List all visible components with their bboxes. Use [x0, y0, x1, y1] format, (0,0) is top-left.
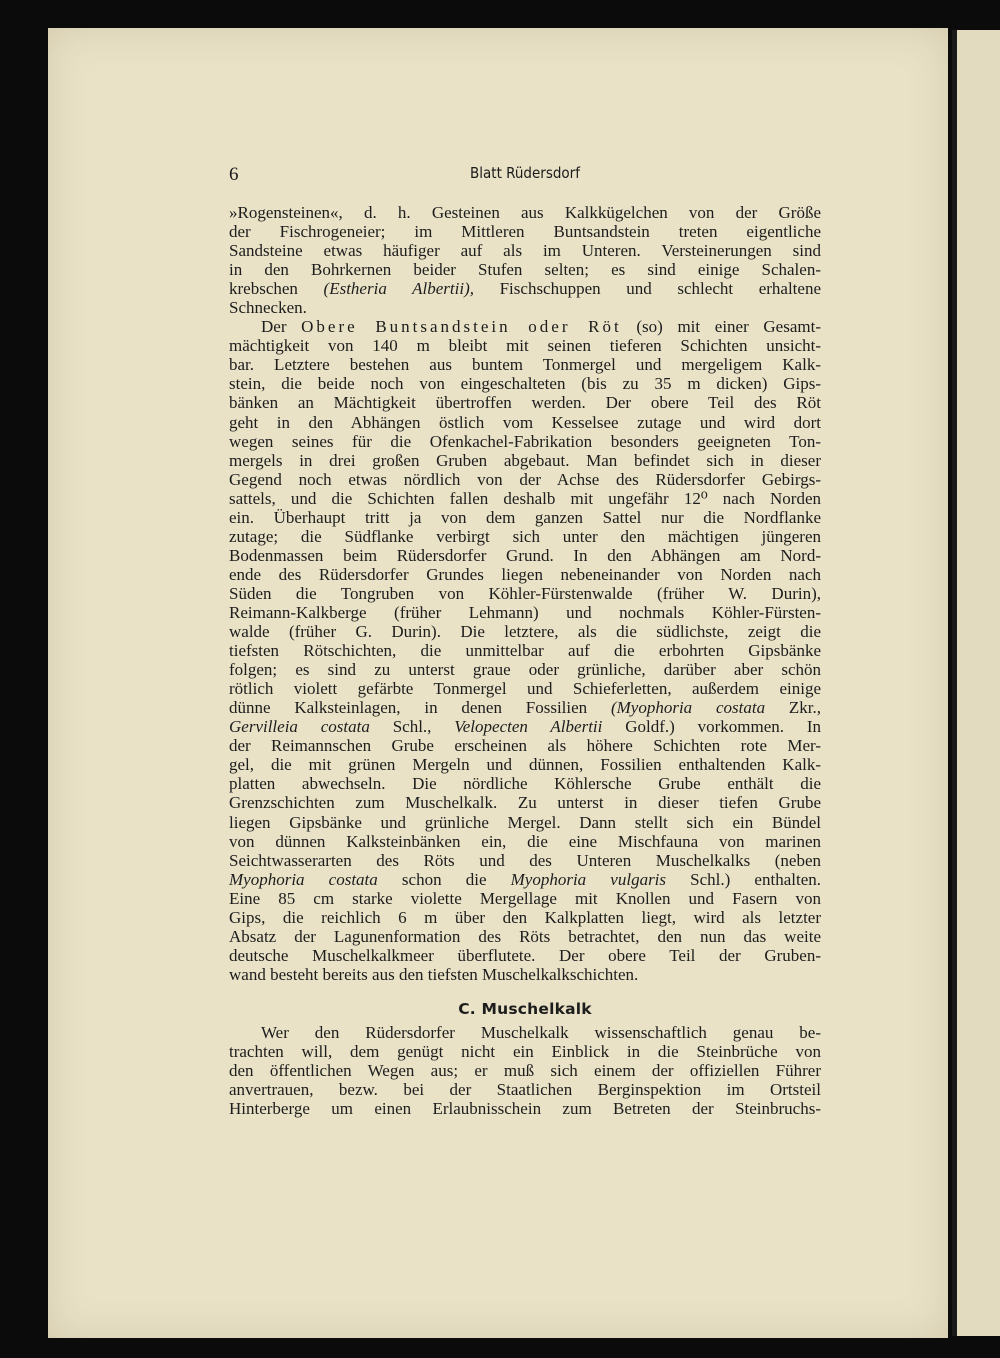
text-run: Schl.) enthalten.	[666, 869, 821, 889]
text-run: dünne Kalksteinlagen, in denen Fossilien	[229, 698, 611, 718]
text-line: der Reimannschen Grube erscheinen als höhere Schichten rote Mer-	[229, 736, 821, 756]
paragraph-3	[229, 1023, 821, 1118]
page-number: 6	[229, 164, 239, 185]
paragraph-1	[229, 203, 821, 317]
text-line	[229, 698, 821, 717]
text-line	[229, 317, 821, 336]
text-line: mergels in drei großen Gruben abgebaut. Man befindet sich in dieser	[229, 450, 821, 470]
text-line: folgen; es sind zu unterst graue oder grünliche, darüber aber schön	[229, 660, 821, 680]
text-run: krebschen	[229, 279, 324, 299]
text-line: platten abwechseln. Die nördliche Köhlersche Grube enthält die	[229, 774, 821, 794]
body-text	[229, 203, 821, 1118]
text-line: bar. Letztere bestehen aus buntem Tonmergel und mergeligem Kalk-	[229, 355, 821, 375]
species-name: (Estheria Albertii),	[323, 279, 474, 299]
text-line	[229, 870, 821, 889]
text-line: ein. Überhaupt tritt ja von dem ganzen Sattel nur die Nordflanke	[229, 507, 821, 527]
text-run: (so) mit einer Gesamt-	[621, 317, 821, 337]
text-line: Reimann-Kalkberge (früher Lehmann) und nochmals Köhler-Fürsten-	[229, 602, 821, 622]
text-line: den öffentlichen Wegen aus; er muß sich einem der offiziellen Führer	[229, 1061, 821, 1081]
text-line: wand besteht bereits aus den tiefsten Muschelkalkschichten.	[229, 964, 639, 984]
section-heading: C. Muschelkalk	[458, 999, 592, 1018]
text-line: bänken an Mächtigkeit übertroffen werden. Der obere Teil des Röt	[229, 393, 821, 413]
text-line: stein, die beide noch von eingeschalteten (bis zu 35 m dicken) Gips-	[229, 374, 821, 394]
adjacent-page-edge	[957, 30, 1000, 1336]
running-header	[229, 164, 821, 188]
species-name: Myophoria vulgaris	[510, 869, 667, 889]
species-name: Gervilleia costata	[229, 717, 370, 737]
text-line: in den Bohrkernen beider Stufen selten; es sind einige Schalen-	[229, 260, 821, 280]
text-line: Gegend noch etwas nördlich von der Achse des Rüdersdorfer Gebirgs-	[229, 469, 821, 489]
text-line: liegen Gipsbänke und grünliche Mergel. Dann stellt sich ein Bündel	[229, 812, 821, 832]
text-line: zutage; die Südflanke verbirgt sich unter den mächtigen jüngeren	[229, 526, 821, 546]
text-line	[229, 717, 821, 736]
text-run: Schl.,	[369, 717, 455, 737]
text-line: Absatz der Lagunenformation des Röts betrachtet, den nun das weite	[229, 926, 821, 946]
paragraph-2	[229, 317, 821, 984]
text-line: Hinterberge um einen Erlaubnisschein zum Betreten der Steinbruchs-	[229, 1099, 821, 1119]
text-line: gel, die mit grünen Mergeln und dünnen, Fossilien enthaltenden Kalk-	[229, 755, 821, 775]
text-line: tiefsten Rötschichten, die unmittelbar auf die erbohrten Gipsbänke	[229, 641, 821, 661]
text-line: rötlich violett gefärbte Tonmergel und Schieferletten, außerdem einige	[229, 679, 821, 699]
text-run: schon die	[377, 869, 511, 889]
text-line: Sandsteine etwas häufiger auf als im Unteren. Versteinerungen sind	[229, 241, 821, 261]
text-line: geht in den Abhängen östlich vom Kesselsee zutage und wird dort	[229, 412, 821, 432]
text-line: Süden die Tongruben von Köhler-Fürstenwalde (früher W. Durin),	[229, 583, 821, 603]
text-line: Grenzschichten zum Muschelkalk. Zu unterst in dieser tiefen Grube	[229, 793, 821, 813]
text-run: Fischschuppen und schlecht erhaltene	[473, 279, 821, 299]
text-run: Goldf.) vorkommen. In	[602, 717, 821, 737]
text-line: der Fischrogeneier; im Mittleren Buntsandstein treten eigentliche	[229, 222, 821, 242]
species-name: Myophoria costata	[229, 869, 378, 889]
text-line: trachten will, dem genügt nicht ein Einblick in die Steinbrüche von	[229, 1042, 821, 1062]
text-line: Wer den Rüdersdorfer Muschelkalk wissenschaftlich genau be-	[261, 1022, 821, 1042]
text-line: Gips, die reichlich 6 m über den Kalkplatten liegt, wird als letzter	[229, 907, 821, 927]
spaced-term: Obere Buntsandstein oder Röt	[301, 317, 622, 337]
text-line: sattels, und die Schichten fallen deshalb mit ungefähr 12⁰ nach Norden	[229, 488, 821, 508]
text-line: Seichtwasserarten des Röts und des Unteren Muschelkalks (neben	[229, 850, 821, 870]
text-line: walde (früher G. Durin). Die letztere, als die südlichste, zeigt die	[229, 622, 821, 642]
text-line: von dünnen Kalksteinbänken ein, die eine Mischfauna von marinen	[229, 831, 821, 851]
text-run: Der	[261, 317, 302, 337]
text-line: deutsche Muschelkalkmeer überflutete. Der obere Teil der Gruben-	[229, 945, 821, 965]
species-name: (Myophoria costata	[610, 698, 766, 718]
text-line: wegen seines für die Ofenkachel-Fabrikation besonders geeigneten Ton-	[229, 431, 821, 451]
running-title: Blatt Rüdersdorf	[470, 164, 580, 182]
text-line: Schnecken.	[229, 298, 307, 318]
species-name: Velopecten Albertii	[454, 717, 603, 737]
text-line: ende des Rüdersdorfer Grundes liegen nebeneinander von Norden nach	[229, 564, 821, 584]
text-line: Bodenmassen beim Rüdersdorfer Grund. In den Abhängen am Nord-	[229, 545, 821, 565]
text-line: anvertrauen, bezw. bei der Staatlichen Berginspektion im Ortsteil	[229, 1080, 821, 1100]
text-line: »Rogensteinen«, d. h. Gesteinen aus Kalkkügelchen von der Größe	[229, 203, 821, 222]
text-line: Eine 85 cm starke violette Mergellage mit Knollen und Fasern von	[229, 888, 821, 908]
text-line	[229, 279, 821, 298]
text-run: Zkr.,	[765, 698, 821, 718]
text-line: mächtigkeit von 140 m bleibt mit seinen tieferen Schichten unsicht-	[229, 336, 821, 356]
